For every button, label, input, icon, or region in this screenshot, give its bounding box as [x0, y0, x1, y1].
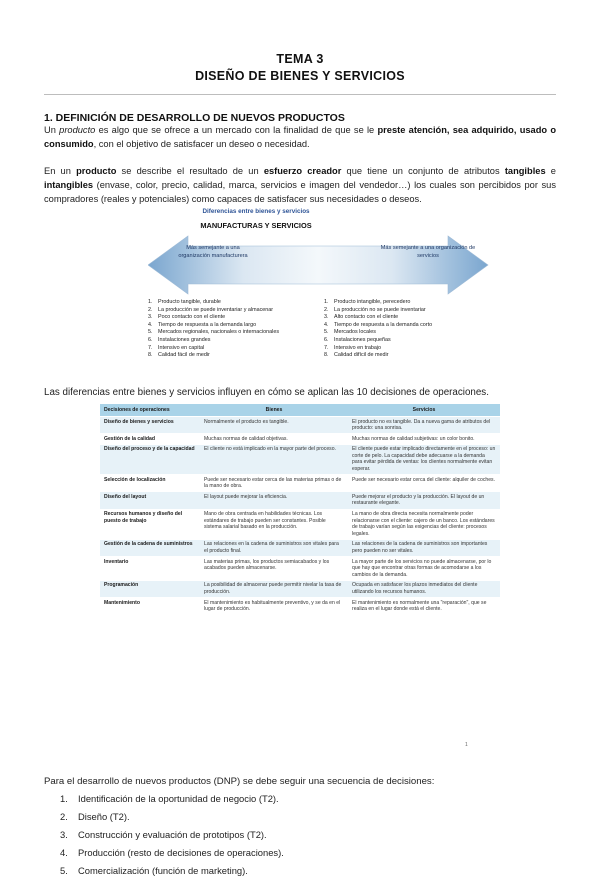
table-cell: Programación [100, 580, 200, 597]
table-row [100, 492, 500, 509]
table-row [100, 557, 500, 581]
section-heading: 1. DEFINICIÓN DE DESARROLLO DE NUEVOS PRODUCTOS [44, 112, 345, 124]
table-cell: Gestión de la cadena de suministros [100, 539, 200, 556]
services-characteristics-list [324, 299, 432, 360]
list-item: 8. Calidad difícil de medir [324, 352, 389, 359]
table-cell: El mantenimiento es habitualmente preventivo, y se da en el lugar de producción. [200, 598, 348, 615]
table-row [100, 580, 500, 597]
list-item: 8. Calidad fácil de medir [148, 352, 210, 359]
list-item: 5. Comercialización (función de marketing). [60, 865, 248, 876]
dnp-steps-list [60, 792, 284, 882]
table-row [100, 417, 500, 434]
list-item: 2. Diseño (T2). [60, 811, 130, 822]
table-cell: La posibilidad de almacenar puede permitir nivelar la tasa de producción. [200, 580, 348, 597]
services-label: Más semejante a una organización de servicios [380, 245, 476, 259]
table-row [100, 444, 500, 474]
table-cell: Muchas normas de calidad objetivas. [200, 434, 348, 445]
table-cell: Ocupada en satisfacer los plazos inmediatos del cliente utilizando los recursos humanos. [348, 580, 500, 597]
table-cell: Mano de obra centrada en habilidades técnicas. Los estándares de trabajo pueden ser constantes. Posible sistema salarial basado en la producción. [200, 509, 348, 539]
table-cell: Mantenimiento [100, 598, 200, 615]
topic-number: TEMA 3 [276, 52, 324, 66]
table-cell: Diseño del layout [100, 492, 200, 509]
page-title: DISEÑO DE BIENES Y SERVICIOS [195, 69, 405, 83]
table-cell: El cliente no está implicado en la mayor parte del proceso. [200, 444, 348, 474]
list-item: 2. La producción no se puede inventariar [324, 306, 426, 313]
table-row [100, 539, 500, 556]
table-row [100, 434, 500, 445]
product-definition-paragraph: Un producto es algo que se ofrece a un mercado con la finalidad de que se le preste atención, sea adquirido, usado o consumido, con el objetivo de satisfacer un deseo o necesidad. [44, 125, 557, 149]
list-item: 1. Producto intangible, perecedero [324, 299, 411, 305]
list-item: 1. Identificación de la oportunidad de negocio (T2). [60, 793, 279, 804]
list-item: 5. Mercados regionales, nacionales o internacionales [148, 329, 280, 336]
list-item: 4. Tiempo de respuesta a la demanda largo [148, 321, 257, 328]
list-item: 1. Producto tangible, durable [148, 299, 221, 305]
list-item: 7. Intensivo en capital [148, 344, 205, 351]
list-item: 6. Instalaciones pequeñas [324, 336, 391, 343]
list-item: 6. Instalaciones grandes [148, 336, 211, 343]
table-row [100, 509, 500, 539]
table-cell: Puede mejorar el producto y la producción. El layout de un restaurante elegante. [348, 492, 500, 509]
diagram-subtitle: Diferencias entre bienes y servicios [202, 208, 310, 215]
col-header-decisions: Decisiones de operaciones [100, 404, 200, 417]
table-cell: La mayor parte de los servicios no puede almacenarse, por lo que hay que encontrar otras formas de acomodarse a los cambios de la demanda. [348, 557, 500, 581]
list-item: 3. Construcción y evaluación de prototipos (T2). [60, 829, 267, 840]
table-cell: Normalmente el producto es tangible. [200, 417, 348, 434]
table-header-row [100, 404, 500, 417]
col-header-goods: Bienes [200, 404, 348, 417]
sequence-intro: Para el desarrollo de nuevos productos (DNP) se debe seguir una secuencia de decisiones: [44, 776, 435, 787]
table-cell: Las materias primas, los productos semiacabados y los acabados pueden almacenarse. [200, 557, 348, 581]
table-row [100, 475, 500, 492]
table-cell: Recursos humanos y diseño del puesto de trabajo [100, 509, 200, 539]
table-cell: La mano de obra directa necesita normalmente poder relacionarse con el cliente: cajero de un banco. Los estándares de trabajo varían según las exigencias del cliente: procesos legales. [348, 509, 500, 539]
table-lead-text: Las diferencias entre bienes y servicios influyen en cómo se aplican las 10 decisiones de operaciones. [44, 387, 489, 398]
table-page-number: 1 [465, 742, 468, 748]
product-attributes-paragraph: En un producto se describe el resultado de un esfuerzo creador que tiene un conjunto de atributos tangibles e intangibles (envase, color, precio, calidad, marca, servicios e imagen del vendedor…) los cuales son percibidos por sus compradores (reales y potenciales) como capaces de satisfacer sus necesidades o deseos. [44, 166, 556, 204]
table-cell: Muchas normas de calidad subjetivas: un color bonito. [348, 434, 500, 445]
table-cell: Puede ser necesario estar cerca del cliente: alquiler de coches. [348, 475, 500, 492]
list-item: 3. Poco contacto con el cliente [148, 314, 226, 321]
table-cell: Gestión de la calidad [100, 434, 200, 445]
list-item: 4. Producción (resto de decisiones de operaciones). [60, 847, 284, 858]
table-cell: El producto no es tangible. Da a nueva gama de atributos del producto: una sonrisa. [348, 417, 500, 434]
manufacturing-label: Más semejante a una organización manufacturera [178, 245, 248, 259]
table-row [100, 598, 500, 615]
table-cell: Inventario [100, 557, 200, 581]
list-item: 3. Alto contacto con el cliente [324, 314, 399, 321]
table-cell: Diseño de bienes y servicios [100, 417, 200, 434]
table-cell: Las relaciones de la cadena de suministros son importantes pero pueden no ser vitales. [348, 539, 500, 556]
table-cell: El mantenimiento es normalmente una "reparación", que se realiza en el lugar donde está el cliente. [348, 598, 500, 615]
table-cell: Puede ser necesario estar cerca de las materias primas o de la mano de obra. [200, 475, 348, 492]
diagram-title: MANUFACTURAS Y SERVICIOS [200, 221, 312, 230]
table-cell: El cliente puede estar implicado directamente en el proceso: un corte de pelo. La capacidad debe adecuarse a la demanda para evitar pérdida de ventas: los clientes normalmente evitan esperar. [348, 444, 500, 474]
table-cell: Las relaciones en la cadena de suministros son vitales para el producto final. [200, 539, 348, 556]
goods-characteristics-list [148, 299, 279, 360]
table-cell: Diseño del proceso y de la capacidad [100, 444, 200, 474]
operations-decisions-table [100, 404, 500, 615]
title-divider [44, 94, 556, 95]
list-item: 2. La producción se puede inventariar y almacenar [148, 306, 274, 313]
table-cell: Selección de localización [100, 475, 200, 492]
table-cell: El layout puede mejorar la eficiencia. [200, 492, 348, 509]
list-item: 4. Tiempo de respuesta a la demanda corto [324, 321, 433, 328]
goods-services-diagram [148, 206, 498, 376]
list-item: 7. Intensivo en trabajo [324, 344, 382, 351]
col-header-services: Servicios [348, 404, 500, 417]
list-item: 5. Mercados locales [324, 329, 376, 336]
